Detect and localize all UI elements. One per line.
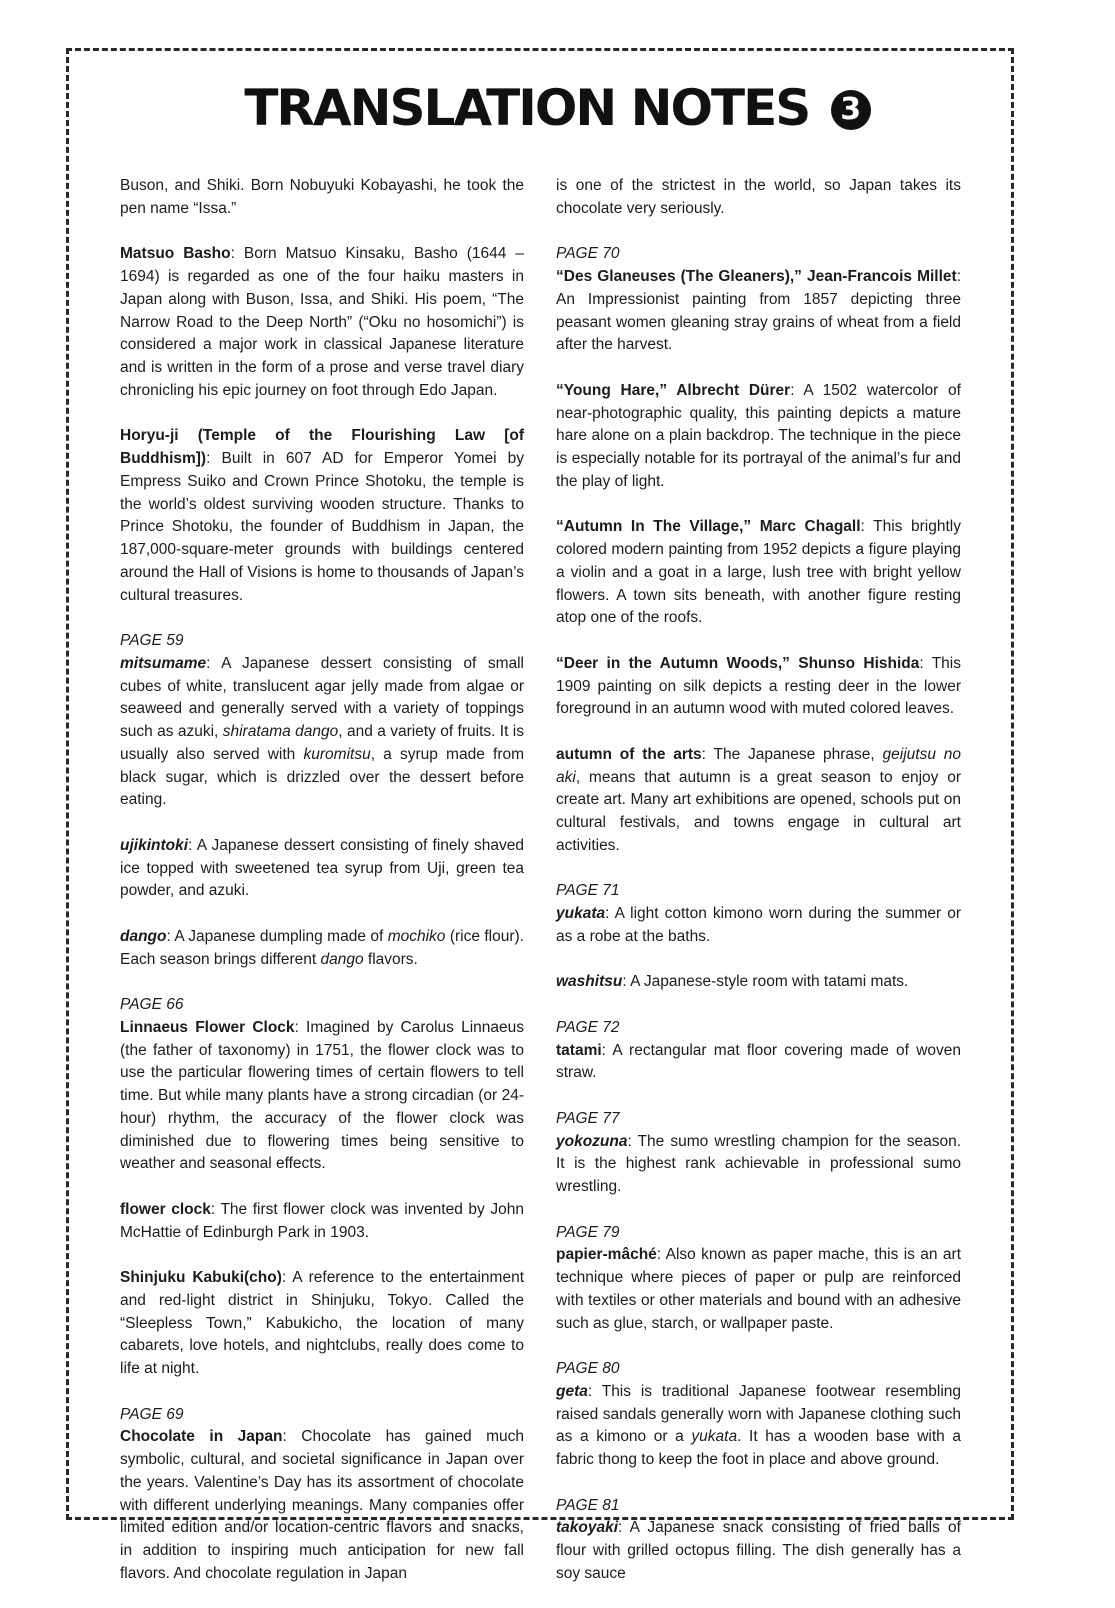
note-term: ujikintoki — [120, 836, 189, 854]
note-term: yukata — [556, 905, 606, 922]
note-autumn-of-arts: autumn of the arts: The Japanese phrase, geijutsu no aki, means that autumn is a great season to enjoy or create art. Many art exhibitions are opened, schools put on cultural festivals, and towns engage in cultural art activities. — [556, 745, 961, 854]
page-69-section: PAGE 69 Chocolate in Japan: Chocolate has gained much symbolic, cultural, and societal significance in Japan over the years. Valentine’s Day has its assortment of chocolate with different underlying meanings. Many companies offer limited edition and/or location-centric flavors and snacks, in addition to inspiring much anticipation for new fall flavors. And chocolate regulation in Japan — [120, 1405, 524, 1582]
page-heading: PAGE 80 — [556, 1360, 620, 1377]
page-heading: PAGE 72 — [556, 1018, 620, 1036]
note-dango: dango: A Japanese dumpling made of mochiko (rice flour). Each season brings different dango flavors. — [120, 927, 524, 968]
page-81-section: PAGE 81 takoyaki: A Japanese snack consisting of fried balls of flour with grilled octopus filling. The dish generally has a soy sauce — [556, 1496, 961, 1582]
note-ujikintoki: ujikintoki: A Japanese dessert consisting of finely shaved ice topped with sweetened tea syrup from Uji, green tea powder, and azuki. — [120, 836, 524, 900]
note-paragraph: Buson, and Shiki. Born Nobuyuki Kobayashi, he took the pen name “Issa.” — [120, 177, 524, 217]
page-80-section: PAGE 80 geta: This is traditional Japanese footwear resembling raised sandals generally worn with Japanese clothing such as a kimono or a yukata. It has a wooden base with a fabric thong to keep the foot in place and above ground. — [556, 1360, 961, 1468]
page-70-section: PAGE 70 “Des Glaneuses (The Gleaners),” Jean-Francois Millet: An Impressionist painting from 1857 depicting three peasant women gleaning stray grains of wheat from a field after the harvest. — [556, 245, 961, 354]
note-term: tatami — [556, 1041, 602, 1059]
note-deer-autumn-woods: “Deer in the Autumn Woods,” Shunso Hishida: This 1909 painting on silk depicts a resting deer in the lower foreground in an autumn wood with muted colored leaves. — [556, 654, 961, 718]
page-title — [0, 78, 1115, 138]
note-term: yokozuna — [556, 1132, 628, 1150]
note-term: “Autumn In The Village,” Marc Chagall — [556, 518, 861, 536]
note-young-hare: “Young Hare,” Albrecht Dürer: A 1502 watercolor of near-photographic quality, this painting depicts a mature hare alone on a plain backdrop. The technique in the piece is especially notable for its portrayal of the animal’s fur and the play of light. — [556, 381, 961, 490]
page-79-section: PAGE 79 papier-mâché: Also known as paper mache, this is an art technique where pieces of paper or pulp are reinforced with textiles or other materials and bound with an adhesive such as glue, starch, or wallpaper paste. — [556, 1223, 961, 1332]
page-heading: PAGE 79 — [556, 1223, 620, 1241]
title-number-badge: 3 — [831, 90, 871, 130]
note-flower-clock: flower clock: The first flower clock was invented by John McHattie of Edinburgh Park in 1903. — [120, 1200, 524, 1241]
note-term: Matsuo Basho — [120, 245, 231, 263]
page-heading: PAGE 59 — [120, 632, 184, 649]
page-heading: PAGE 77 — [556, 1109, 620, 1127]
note-washitsu: washitsu: A Japanese-style room with tatami mats. — [556, 973, 909, 991]
note-term: takoyaki — [556, 1519, 619, 1537]
note-term: “Young Hare,” Albrecht Dürer — [556, 381, 791, 399]
note-term: papier-mâché — [556, 1246, 657, 1264]
page-heading: PAGE 71 — [556, 882, 620, 900]
right-column — [556, 175, 961, 1608]
page-72-section: PAGE 72 tatami: A rectangular mat floor covering made of woven straw. — [556, 1018, 961, 1082]
note-shinjuku-kabukicho: Shinjuku Kabuki(cho): A reference to the entertainment and red-light district in Shinjuku, Tokyo. Called the “Sleepless Town,” Kabukicho, the location of many cabarets, love hotels, and nightclubs, really does come to life at night. — [120, 1269, 524, 1377]
note-term: “Deer in the Autumn Woods,” Shunso Hishida — [556, 654, 920, 672]
page-71-section: PAGE 71 yukata: A light cotton kimono worn during the summer or as a robe at the baths. — [556, 882, 961, 945]
note-term: Chocolate in Japan — [120, 1428, 283, 1446]
page-59-section: PAGE 59 mitsumame: A Japanese dessert consisting of small cubes of white, translucent agar jelly made from algae or seaweed and generally served with a variety of toppings such as azuki, shiratama dango, and a variety of fruits. It is usually also served with kuromitsu, a syrup made from black sugar, which is drizzled over the dessert before eating. — [120, 632, 525, 809]
page-heading: PAGE 66 — [120, 996, 184, 1013]
page-heading: PAGE 81 — [556, 1496, 620, 1514]
note-term: Horyu-ji (Temple of the Flourishing Law [of Buddhism]) — [120, 427, 524, 467]
page-heading: PAGE 69 — [120, 1405, 184, 1423]
note-paragraph: is one of the strictest in the world, so Japan takes its chocolate very seriously. — [556, 177, 961, 217]
page-66-section: PAGE 66 Linnaeus Flower Clock: Imagined by Carolus Linnaeus (the father of taxonomy) in 1751, the flower clock was to use the particular flowering times of certain flowers to tell time. But while many plants have a strong circadian (or 24-hour) rhythm, the accuracy of the flower clock was diminished due to flowering times being sensitive to weather and seasonal effects. — [120, 996, 524, 1173]
title-text: TRANSLATION NOTES — [244, 79, 810, 137]
note-term: autumn of the arts — [556, 745, 702, 763]
note-term: “Des Glaneuses (The Gleaners),” Jean-Francois Millet — [556, 268, 957, 285]
note-term: Linnaeus Flower Clock — [120, 1018, 295, 1036]
note-term: washitsu — [556, 973, 623, 991]
page-heading: PAGE 70 — [556, 245, 620, 263]
note-horyu-ji: Horyu-ji (Temple of the Flourishing Law [of Buddhism]): Built in 607 AD for Emperor Yomei by Empress Suiko and Crown Prince Shotoku, the temple is the world’s oldest surviving wooden structure. Thanks to Prince Shotoku, the founder of Buddhism in Japan, the 187,000-square-meter grounds with buildings centered around the Hall of Visions is home to thousands of Japan’s cultural treasures. — [120, 427, 524, 604]
note-term: mitsumame — [120, 654, 207, 672]
page-77-section: PAGE 77 yokozuna: The sumo wrestling champion for the season. It is the highest rank achievable in professional sumo wrestling. — [556, 1109, 961, 1195]
note-term: Shinjuku Kabuki(cho) — [120, 1269, 282, 1286]
note-autumn-village: “Autumn In The Village,” Marc Chagall: This brightly colored modern painting from 1952 depicts a figure playing a violin and a goat in a large, lush tree with bright yellow flowers. A town sits beneath, with another figure resting atop one of the roofs. — [556, 518, 961, 627]
note-term: dango — [120, 927, 167, 945]
left-column — [120, 175, 524, 1608]
note-matsuo-basho: Matsuo Basho: Born Matsuo Kinsaku, Basho (1644 – 1694) is regarded as one of the four haiku masters in Japan along with Buson, Issa, and Shiki. His poem, “The Narrow Road to the Deep North” (“Oku no hosomichi”) is considered a major work in classical Japanese literature and is written in the form of a prose and verse travel diary chronicling his epic journey on foot through Edo Japan. — [120, 245, 524, 399]
note-term: flower clock — [120, 1200, 211, 1218]
note-term: geta — [556, 1382, 588, 1400]
